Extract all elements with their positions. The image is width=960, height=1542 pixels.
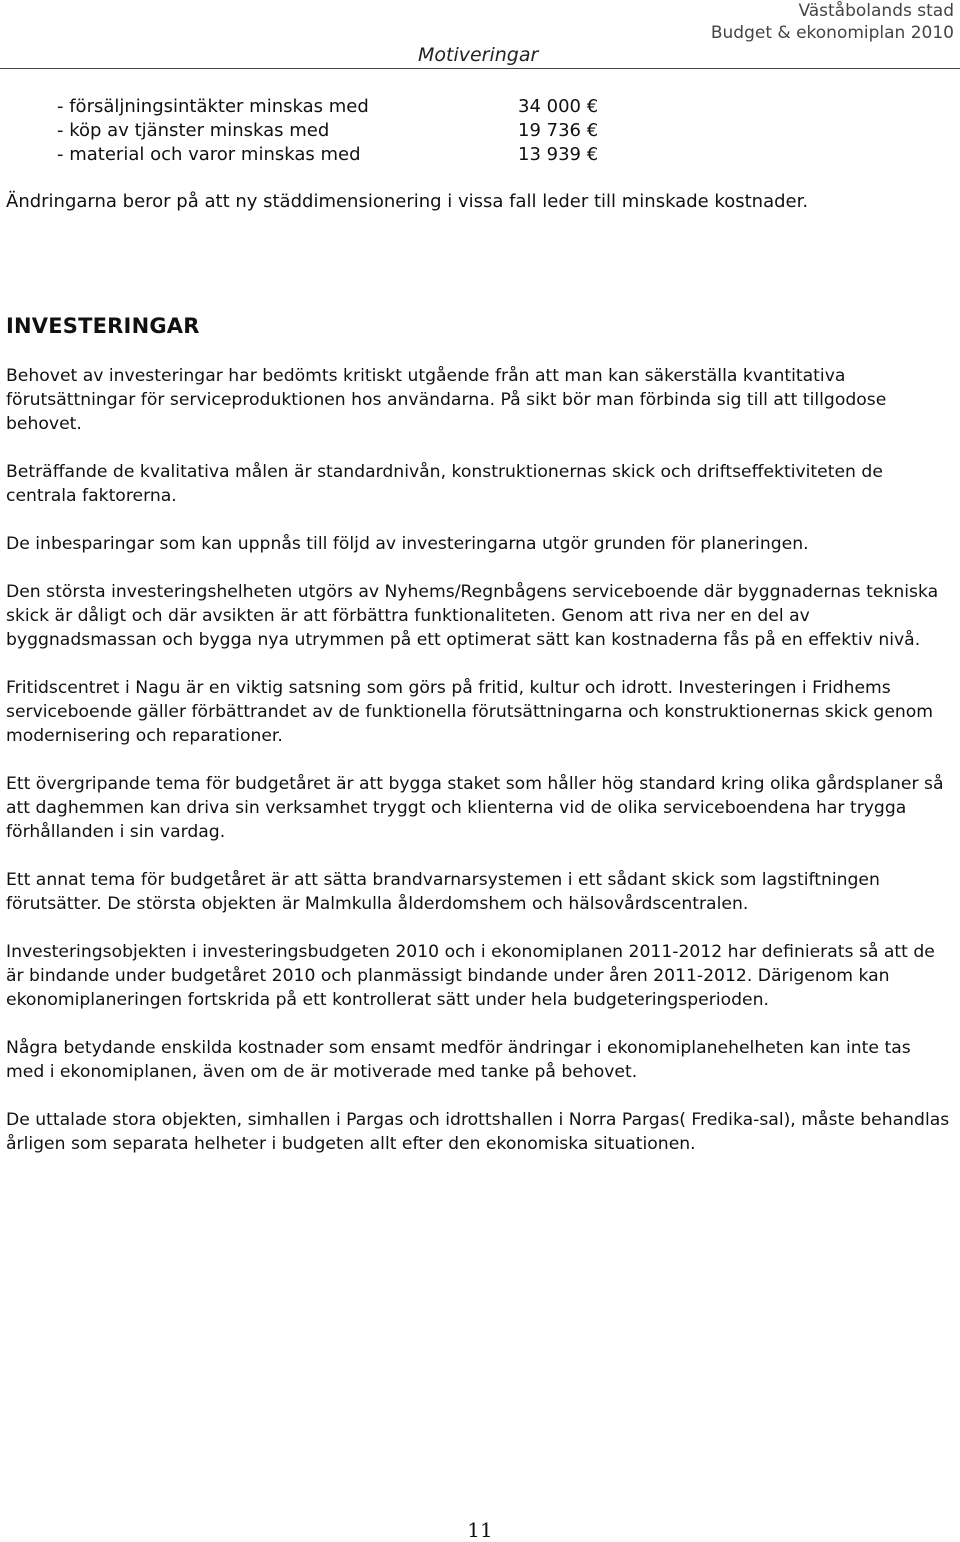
paragraph: Investeringsobjekten i investeringsbudgeten 2010 och i ekonomiplanen 2011-2012 har definierats så att de är bindande under budgetåret 2010 och planmässigt bindande under åren 2011-2012. Därigenom kan ekonomiplaneringen fortskrida på ett kontrollerat sätt under hela budgeteringsperioden. bbox=[6, 942, 935, 1010]
item-value: 13 939 € bbox=[518, 144, 599, 165]
paragraph: Beträffande de kvalitativa målen är standardnivån, konstruktionernas skick och driftseffektiviteten de centrala faktorerna. bbox=[6, 462, 883, 506]
document-name: Budget & ekonomiplan 2010 bbox=[710, 23, 954, 43]
paragraph: De uttalade stora objekten, simhallen i Pargas och idrottshallen i Norra Pargas( Fredika-sal), måste behandlas årligen som separata helheter i budgeten allt efter den ekonomiska situationen. bbox=[6, 1110, 950, 1154]
page-number: 11 bbox=[467, 1518, 493, 1542]
paragraph: Fritidscentret i Nagu är en viktig satsning som görs på fritid, kultur och idrott. Investeringen i Fridhems serviceboende gäller förbättrandet av de funktionella förutsättningarna och konstruktionernas skick genom modernisering och reparationer. bbox=[6, 678, 934, 746]
paragraph: Några betydande enskilda kostnader som ensamt medför ändringar i ekonomiplanehelheten kan inte tas med i ekonomiplanen, även om de är motiverade med tanke på behovet. bbox=[6, 1038, 911, 1082]
intro-paragraph: Ändringarna beror på att ny städdimensionering i vissa fall leder till minskade kostnader. bbox=[6, 191, 809, 212]
body-text bbox=[6, 364, 954, 1180]
header-divider bbox=[0, 68, 960, 69]
item-value: 34 000 € bbox=[518, 96, 599, 117]
header-meta bbox=[711, 0, 954, 44]
paragraph: Den största investeringshelheten utgörs av Nyhems/Regnbågens serviceboende där byggnadernas tekniska skick är dåligt och där avsikten är att förbättra funktionaliteten. Genom att riva ner en del av byggnadsmassan och bygga nya utrymmen på ett optimerat sätt kan kostnaderna fås på en effektiv nivå. bbox=[6, 582, 939, 650]
section-heading: INVESTERINGAR bbox=[6, 314, 200, 338]
paragraph: De inbesparingar som kan uppnås till följd av investeringarna utgör grunden för planeringen. bbox=[6, 534, 809, 554]
section-title: Motiveringar bbox=[418, 44, 539, 66]
item-label: - material och varor minskas med bbox=[57, 144, 361, 165]
item-label: - försäljningsintäkter minskas med bbox=[57, 96, 369, 117]
item-label: - köp av tjänster minskas med bbox=[57, 120, 330, 141]
paragraph: Ett annat tema för budgetåret är att sätta brandvarnarsystemen i ett sådant skick som lagstiftningen förutsätter. De största objekten är Malmkulla ålderdomshem och hälsovårdscentralen. bbox=[6, 870, 880, 914]
paragraph: Ett övergripande tema för budgetåret är att bygga staket som håller hög standard kring olika gårdsplaner så att daghemmen kan driva sin verksamhet tryggt och klienterna vid de olika serviceboendena har trygga förhållanden i sin vardag. bbox=[6, 774, 944, 842]
item-value: 19 736 € bbox=[518, 120, 599, 141]
paragraph: Behovet av investeringar har bedömts kritiskt utgående från att man kan säkerställa kvantitativa förutsättningar för serviceproduktionen hos användarna. På sikt bör man förbinda sig till att tillgodose behovet. bbox=[6, 366, 887, 434]
org-name: Väståbolands stad bbox=[798, 1, 954, 21]
